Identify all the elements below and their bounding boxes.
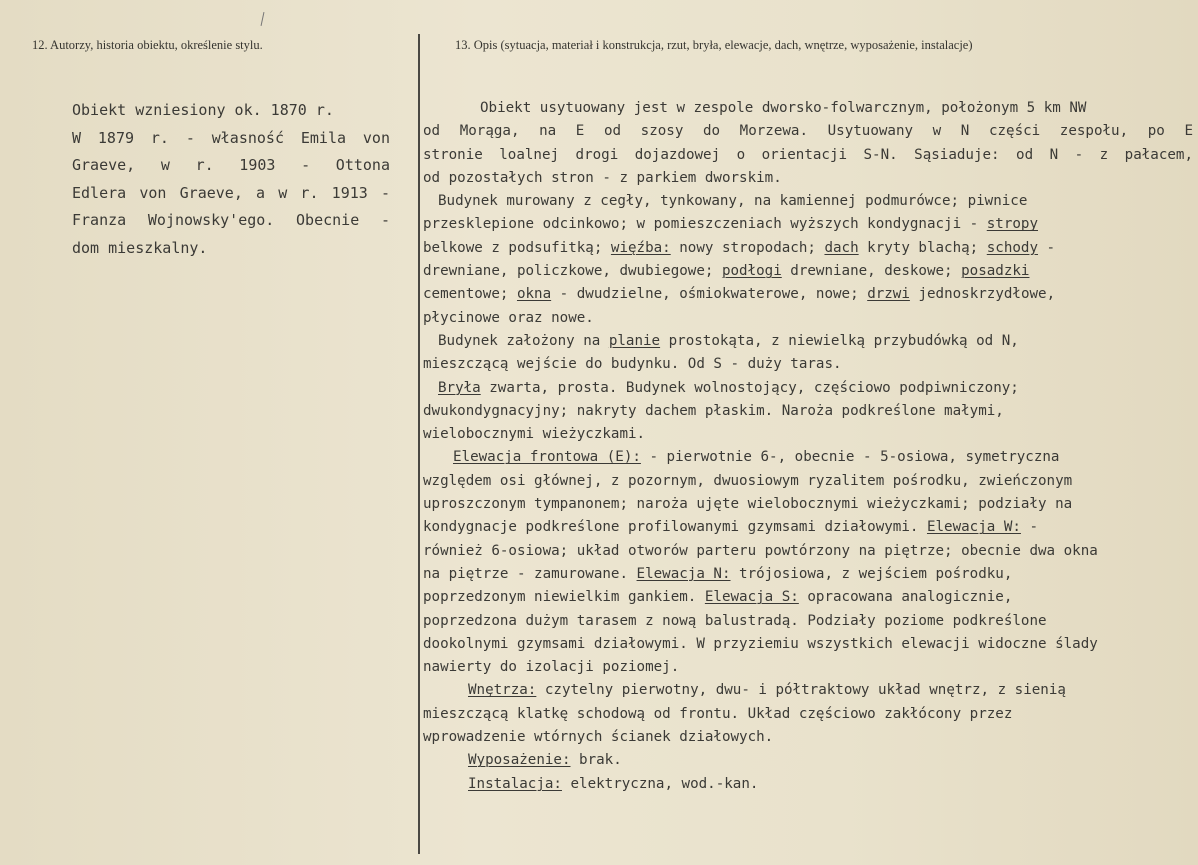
description-line: wprowadzenie wtórnych ścianek działowych. [423, 729, 774, 746]
history-line: Edlera von Graeve, a w r. 1913 - [72, 183, 390, 202]
description-line: Budynek założony na planie prostokąta, z niewielką przybudówką od N, [438, 332, 1019, 349]
section-12-header: 12. Autorzy, historia obiektu, określenie stylu. [32, 38, 263, 52]
description-line: od Morąga, na E od szosy do Morzewa. Usytuowany w N części zespołu, po E [423, 123, 1193, 140]
description-line: względem osi głównej, z pozornym, dwuosiowym ryzalitem pośrodku, zwieńczonym [423, 472, 1073, 489]
term-stropy: stropy [986, 216, 1038, 233]
description-line: kondygnacje podkreślone profilowanymi gzymsami działowymi. Elewacja W: - [423, 519, 1039, 536]
description-line: na piętrze - zamurowane. Elewacja N: trójosiowa, z wejściem pośrodku, [423, 565, 1013, 582]
term-dach: dach [824, 239, 859, 256]
history-line: Graeve, w r. 1903 - Ottona [72, 156, 390, 175]
history-text [72, 97, 390, 263]
term-planie: planie [608, 332, 661, 349]
description-line: również 6-osiowa; układ otworów parteru powtórzony na piętrze; obecnie dwa okna [423, 542, 1098, 559]
description-line: uproszczonym tympanonem; naroża ujęte wielobocznymi wieżyczkami; podziały na [423, 496, 1073, 513]
history-line: W 1879 r. - własność Emila von [72, 128, 390, 147]
description-line: Wnętrza: czytelny pierwotny, dwu- i półtraktowy układ wnętrz, z sienią [468, 682, 1066, 699]
description-line: nawierty do izolacji poziomej. [423, 659, 680, 676]
column-divider [418, 34, 420, 854]
history-line: dom mieszkalny. [72, 238, 208, 257]
description-line: dookolnymi gzymsami działowymi. W przyziemiu wszystkich elewacji widoczne ślady [423, 635, 1098, 652]
description-line: poprzedzona dużym tarasem z nową balustradą. Podziały poziome podkreślone [423, 612, 1047, 629]
description-line: Budynek murowany z cegły, tynkowany, na kamiennej podmurówce; piwnice [438, 193, 1028, 210]
description-line: drewniane, policzkowe, dwubiegowe; podłogi drewniane, deskowe; posadzki [423, 263, 1030, 280]
description-line: stronie loalnej drogi dojazdowej o orientacji S-N. Sąsiaduje: od N - z pałacem, [423, 146, 1193, 163]
term-elewacja-s: Elewacja S: [704, 589, 799, 606]
description-line: wielobocznymi wieżyczkami. [423, 426, 646, 443]
description-line: Elewacja frontowa (E): - pierwotnie 6-, obecnie - 5-osiowa, symetryczna [453, 449, 1060, 466]
description-line: Obiekt usytuowany jest w zespole dworsko-folwarcznym, położonym 5 km NW [480, 100, 1087, 116]
term-instalacja: Instalacja: [468, 775, 562, 792]
term-elewacja-w: Elewacja W: [926, 519, 1021, 536]
description-line: belkowe z podsufitką; więźba: nowy stropodach; dach kryty blachą; schody - [423, 239, 1056, 256]
description-line: przesklepione odcinkowo; w pomieszczeniach wyższych kondygnacji - stropy [423, 216, 1038, 233]
term-elewacja-frontowa: Elewacja frontowa (E): [453, 449, 641, 466]
description-line: mieszczącą klatkę schodową od frontu. Układ częściowo zakłócony przez [423, 705, 1013, 722]
history-line: Obiekt wzniesiony ok. 1870 r. [72, 101, 334, 119]
description-line: dwukondygnacyjny; nakryty dachem płaskim. Naroża podkreślone małymi, [423, 402, 1004, 419]
term-elewacja-n: Elewacja N: [636, 565, 731, 582]
description-line: od pozostałych stron - z parkiem dworskim. [423, 169, 782, 186]
term-okna: okna [516, 286, 552, 303]
term-bryla: Bryła [438, 379, 481, 396]
term-drzwi: drzwi [867, 286, 910, 303]
pen-mark [261, 12, 265, 26]
description-line: Bryła zwarta, prosta. Budynek wolnostojący, częściowo podpiwniczony; [438, 379, 1019, 396]
term-posadzki: posadzki [961, 263, 1030, 280]
description-line: mieszczącą wejście do budynku. Od S - duży taras. [423, 356, 842, 373]
description-line: Instalacja: elektryczna, wod.-kan. [468, 775, 759, 792]
term-schody: schody [986, 239, 1039, 256]
term-wiezba: więźba: [610, 239, 671, 256]
description-text [423, 97, 1193, 796]
description-line: cementowe; okna - dwudzielne, ośmiokwaterowe, nowe; drzwi jednoskrzydłowe, [423, 286, 1056, 303]
history-line: Franza Wojnowsky'ego. Obecnie - [72, 211, 390, 230]
term-wyposazenie: Wyposażenie: [468, 752, 571, 769]
description-line: poprzedzonym niewielkim gankiem. Elewacja S: opracowana analogicznie, [423, 589, 1013, 606]
section-13-header: 13. Opis (sytuacja, materiał i konstrukcja, rzut, bryła, elewacje, dach, wnętrze, wyposażenie, instalacje) [455, 38, 973, 52]
description-line: Wyposażenie: brak. [468, 752, 622, 769]
term-wnetrza: Wnętrza: [468, 682, 537, 699]
description-line: płycinowe oraz nowe. [423, 309, 594, 326]
term-podlogi: podłogi [721, 263, 782, 280]
